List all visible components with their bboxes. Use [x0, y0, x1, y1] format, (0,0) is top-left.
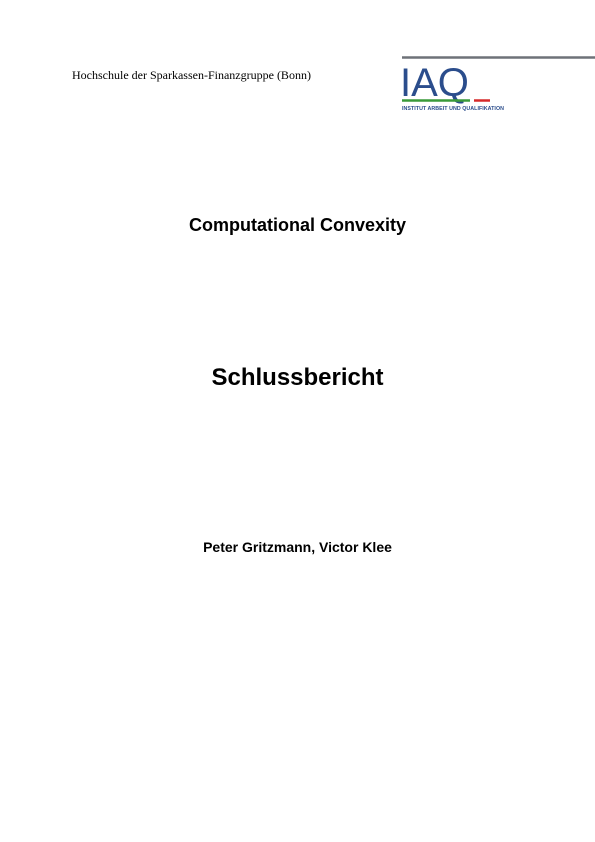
institution-name: Hochschule der Sparkassen-Finanzgruppe (Bonn) [72, 68, 311, 82]
logo-tagline: INSTITUT ARBEIT UND QUALIFIKATION [402, 106, 504, 112]
report-subject: Computational Convexity [188, 215, 407, 235]
authors: Peter Gritzmann, Victor Klee [203, 539, 392, 555]
iaq-logo-graphic [400, 55, 595, 107]
iaq-logo [400, 55, 595, 117]
document-title: Schlussbericht [211, 364, 384, 391]
logo-letters: IAQ [400, 61, 469, 105]
